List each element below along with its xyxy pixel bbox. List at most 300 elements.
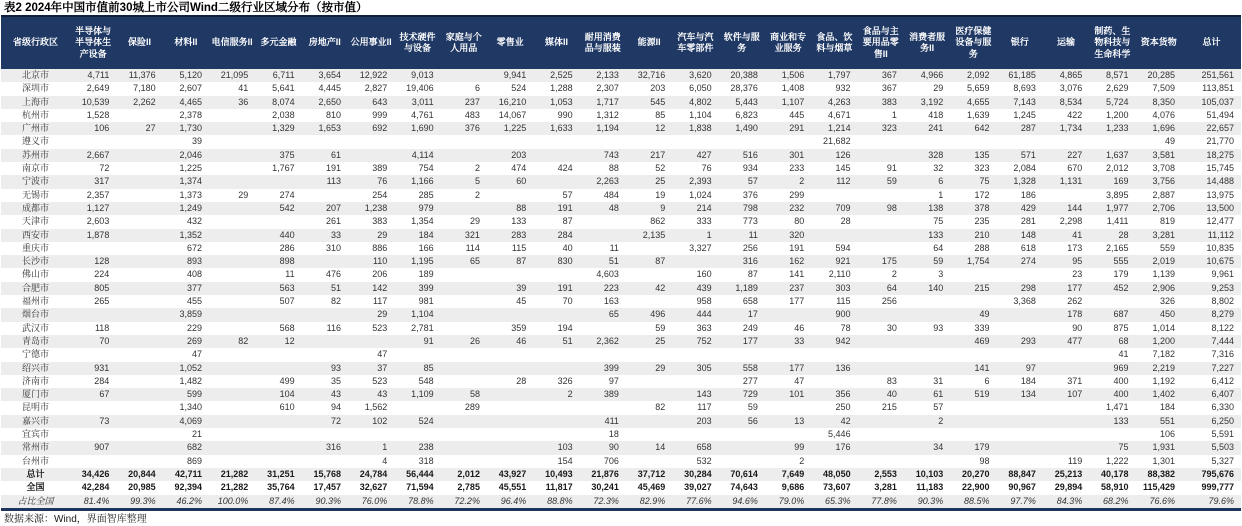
value-cell: 256: [881, 296, 897, 307]
value-cell: 932: [835, 83, 851, 94]
value-cell: 1,482: [179, 375, 202, 386]
value-cell: [441, 348, 487, 361]
value-cell: 1,024: [689, 189, 712, 200]
column-header: 材料II: [163, 16, 209, 69]
column-header: 医疗保健设备与服务: [950, 16, 996, 69]
value-cell: 1,225: [179, 163, 202, 174]
value-cell: 1,301: [1152, 455, 1175, 466]
value-cell: 4,114: [411, 149, 434, 160]
table-row: [1, 69, 1241, 82]
value-cell: [904, 335, 950, 348]
value-cell: [209, 215, 255, 228]
value-cell: 82: [655, 402, 666, 413]
value-cell: 6,412: [1211, 375, 1234, 386]
value-cell: 217: [650, 149, 666, 160]
value-cell: 10,103: [915, 468, 944, 479]
value-cell: 254: [372, 189, 388, 200]
value-cell: 3,011: [411, 96, 434, 107]
value-cell: 326: [1159, 296, 1175, 307]
value-cell: [209, 202, 255, 215]
value-cell: 1,214: [828, 123, 851, 134]
value-cell: [904, 135, 950, 148]
value-cell: 46.2%: [176, 495, 202, 506]
value-cell: [904, 362, 950, 375]
value-cell: 1,754: [967, 256, 990, 267]
column-header: 资本货物: [1136, 16, 1182, 69]
value-cell: 29: [377, 309, 388, 320]
row-label-cell: 佛山市: [21, 269, 49, 280]
value-cell: [719, 348, 765, 361]
value-cell: 4,445: [318, 83, 341, 94]
value-cell: 13,975: [1206, 189, 1234, 200]
value-cell: 299: [789, 189, 805, 200]
value-cell: 2: [567, 389, 573, 400]
column-header: 制药、生物科技与生命科学: [1089, 16, 1135, 69]
table-row: [1, 215, 1241, 228]
value-cell: 371: [1067, 375, 1083, 386]
value-cell: 11,817: [545, 482, 573, 493]
value-cell: 469: [974, 335, 990, 346]
row-label-cell: 占比全国: [17, 495, 54, 506]
table-row: [1, 82, 1241, 95]
value-cell: 1,562: [364, 402, 388, 413]
value-cell: [116, 295, 162, 308]
value-cell: [672, 135, 718, 148]
value-cell: 65.3%: [825, 495, 851, 506]
value-cell: [765, 401, 811, 414]
value-cell: [116, 348, 162, 361]
value-cell: [441, 375, 487, 388]
value-cell: [487, 308, 533, 321]
value-cell: 75: [979, 176, 990, 187]
value-cell: 1,730: [179, 123, 202, 134]
value-cell: 2,165: [1106, 242, 1129, 253]
value-cell: 40: [562, 242, 573, 253]
value-cell: [209, 455, 255, 468]
column-header: 耐用消费品与服装: [580, 16, 626, 69]
value-cell: 476: [325, 269, 341, 280]
value-cell: [672, 348, 718, 361]
row-label-cell: 天津市: [21, 216, 49, 227]
value-cell: 2,298: [1059, 216, 1083, 227]
value-cell: 21,876: [591, 468, 619, 479]
value-cell: 2: [891, 269, 897, 280]
value-cell: 19,406: [406, 83, 434, 94]
value-cell: 61: [330, 149, 341, 160]
value-cell: 559: [1159, 242, 1175, 253]
row-label-cell: 总计: [26, 468, 45, 479]
value-cell: 95: [1072, 256, 1083, 267]
value-cell: 107: [1067, 389, 1083, 400]
value-cell: 21: [191, 429, 202, 440]
value-cell: [302, 255, 348, 268]
value-cell: 706: [603, 455, 619, 466]
value-cell: 2,012: [457, 468, 480, 479]
value-cell: 8,802: [1211, 296, 1234, 307]
table-row: [1, 495, 1241, 510]
value-cell: 206: [372, 269, 388, 280]
value-cell: [116, 388, 162, 401]
value-cell: 184: [1020, 375, 1036, 386]
value-cell: 6: [938, 176, 944, 187]
value-cell: [811, 455, 857, 468]
value-cell: 28,376: [730, 83, 758, 94]
row-label-cell: 西安市: [21, 229, 49, 240]
value-cell: 203: [696, 415, 712, 426]
value-cell: 21,282: [220, 468, 249, 479]
value-cell: [533, 415, 579, 428]
value-cell: 51: [562, 335, 573, 346]
value-cell: 11: [748, 229, 758, 240]
value-cell: 3,620: [689, 70, 712, 80]
value-cell: 2,649: [86, 83, 110, 94]
value-cell: [441, 149, 487, 162]
value-cell: 4,711: [87, 70, 110, 80]
value-cell: 59: [655, 322, 666, 333]
value-cell: 94: [330, 402, 341, 413]
value-cell: 2,906: [1152, 282, 1175, 293]
value-cell: [302, 335, 348, 348]
table-row: [1, 268, 1241, 281]
value-cell: 76: [701, 163, 712, 174]
value-cell: [950, 428, 996, 441]
value-cell: 262: [1067, 296, 1083, 307]
value-cell: 990: [557, 109, 573, 120]
value-cell: 191: [557, 202, 573, 213]
value-cell: 134: [1020, 389, 1036, 400]
value-cell: 90.3%: [917, 495, 944, 506]
table-row: [1, 149, 1241, 162]
value-cell: 399: [418, 282, 434, 293]
value-cell: [626, 242, 672, 255]
value-cell: 1,734: [1059, 123, 1083, 134]
value-cell: 383: [881, 96, 897, 107]
value-cell: 1,189: [735, 282, 758, 293]
value-cell: 2,603: [86, 216, 110, 227]
value-cell: [1043, 362, 1089, 375]
value-cell: 6,050: [689, 83, 712, 94]
value-cell: 2,706: [1152, 202, 1175, 213]
value-cell: 291: [789, 123, 805, 134]
value-cell: 5,659: [967, 83, 990, 94]
value-cell: 237: [789, 282, 805, 293]
value-cell: 743: [603, 149, 619, 160]
value-cell: 42,711: [174, 468, 202, 479]
value-cell: 56,444: [406, 468, 434, 479]
value-cell: 2,781: [411, 322, 434, 333]
column-header: 消费者服务II: [904, 16, 950, 69]
column-header: 汽车与汽车零部件: [672, 16, 718, 69]
value-cell: 934: [742, 163, 758, 174]
row-label-cell: 绍兴市: [21, 362, 49, 373]
column-header: 商业和专业服务: [765, 16, 811, 69]
value-cell: 76.6%: [1149, 495, 1175, 506]
value-cell: 41: [1118, 349, 1129, 360]
value-cell: 133: [1113, 415, 1129, 426]
value-cell: 1,053: [550, 96, 573, 107]
value-cell: 106: [1159, 429, 1175, 440]
value-cell: [487, 189, 533, 202]
value-cell: 12,922: [359, 70, 388, 80]
value-cell: 15,745: [1206, 163, 1234, 174]
value-cell: 102: [372, 415, 388, 426]
value-cell: [626, 388, 672, 401]
value-cell: [116, 428, 162, 441]
value-cell: 3,895: [1106, 189, 1129, 200]
value-cell: 2,307: [596, 83, 619, 94]
value-cell: [394, 135, 440, 148]
value-cell: [209, 428, 255, 441]
value-cell: 1,767: [272, 163, 295, 174]
value-cell: 548: [418, 375, 434, 386]
value-cell: [997, 428, 1043, 441]
value-cell: [533, 175, 579, 188]
value-cell: [209, 255, 255, 268]
value-cell: [858, 229, 904, 242]
value-cell: 558: [742, 362, 758, 373]
value-cell: 36: [238, 96, 249, 107]
value-cell: 57: [933, 402, 944, 413]
column-header: 食品与主要用品零售II: [858, 16, 904, 69]
value-cell: [1043, 441, 1089, 454]
value-cell: 116: [326, 322, 341, 333]
value-cell: 75: [933, 216, 944, 227]
value-cell: 72: [330, 415, 341, 426]
value-cell: 1,107: [781, 96, 805, 107]
table-body: [1, 69, 1241, 509]
value-cell: 2,667: [86, 149, 110, 160]
value-cell: 94.6%: [732, 495, 758, 506]
value-cell: 97: [608, 375, 619, 386]
value-cell: 3,581: [1152, 149, 1175, 160]
value-cell: 42: [840, 415, 851, 426]
table-row: [1, 295, 1241, 308]
value-cell: [1043, 428, 1089, 441]
value-cell: 1,471: [1106, 402, 1129, 413]
value-cell: 7,182: [1152, 349, 1175, 360]
column-header: 多元金融: [255, 16, 301, 69]
value-cell: [626, 268, 672, 281]
value-cell: 2,357: [86, 189, 110, 200]
value-cell: 68.2%: [1103, 495, 1129, 506]
table-row: [1, 162, 1241, 175]
value-cell: 2: [938, 415, 944, 426]
value-cell: 142: [372, 282, 388, 293]
value-cell: 555: [1113, 256, 1129, 267]
value-cell: 274: [1020, 256, 1036, 267]
value-cell: 145: [835, 163, 851, 174]
value-cell: 287: [1020, 123, 1036, 134]
column-header: 公用事业II: [348, 16, 394, 69]
value-cell: 74,643: [730, 482, 758, 493]
value-cell: 85: [423, 362, 434, 373]
value-cell: [487, 455, 533, 468]
value-cell: 179: [974, 442, 990, 453]
row-label-cell: 青岛市: [21, 335, 49, 346]
table-row: [1, 308, 1241, 321]
value-cell: 356: [835, 389, 851, 400]
value-cell: 76: [377, 176, 388, 187]
value-cell: 78: [840, 322, 851, 333]
value-cell: 571: [1020, 149, 1036, 160]
value-cell: 286: [279, 242, 295, 253]
value-cell: 8,074: [272, 96, 295, 107]
value-cell: [209, 295, 255, 308]
value-cell: 1,411: [1106, 216, 1129, 227]
value-cell: 28: [840, 216, 851, 227]
value-cell: 172: [974, 189, 990, 200]
value-cell: 3: [938, 269, 944, 280]
value-cell: 117: [372, 296, 388, 307]
value-cell: 68: [1118, 335, 1129, 346]
value-cell: 1: [706, 229, 712, 240]
value-cell: 224: [94, 269, 110, 280]
value-cell: 143: [696, 389, 712, 400]
value-cell: 1,690: [411, 123, 434, 134]
row-label-cell: 台州市: [21, 455, 49, 466]
value-cell: [533, 308, 579, 321]
value-cell: 3,192: [920, 96, 944, 107]
value-cell: 4,671: [828, 109, 851, 120]
table-row: [1, 335, 1241, 348]
value-cell: 444: [696, 309, 712, 320]
value-cell: 72: [99, 163, 110, 174]
value-cell: [626, 375, 672, 388]
table-row: [1, 481, 1241, 494]
value-cell: 133: [928, 229, 944, 240]
value-cell: 2,393: [689, 176, 712, 187]
value-cell: [70, 135, 116, 148]
value-cell: 1: [891, 109, 897, 120]
row-label-cell: 深圳市: [21, 83, 49, 94]
value-cell: 484: [603, 189, 619, 200]
value-cell: [116, 149, 162, 162]
value-cell: 138: [928, 202, 944, 213]
value-cell: 90,967: [1008, 482, 1036, 493]
value-cell: [997, 415, 1043, 428]
value-cell: [904, 348, 950, 361]
value-cell: 519: [974, 389, 990, 400]
value-cell: 1,139: [1152, 269, 1175, 280]
value-cell: 57: [747, 176, 758, 187]
table-row: [1, 135, 1241, 148]
value-cell: [441, 362, 487, 375]
value-cell: [209, 441, 255, 454]
value-cell: [997, 348, 1043, 361]
value-cell: [441, 415, 487, 428]
value-cell: 29: [238, 189, 249, 200]
value-cell: 999,777: [1201, 482, 1234, 493]
value-cell: [858, 415, 904, 428]
value-cell: 367: [881, 70, 897, 80]
value-cell: 265: [94, 296, 110, 307]
value-cell: 17,457: [313, 482, 341, 493]
value-cell: 289: [464, 402, 480, 413]
value-cell: 22,657: [1206, 123, 1234, 134]
value-cell: 1,233: [1106, 123, 1129, 134]
value-cell: 477: [1067, 335, 1083, 346]
table-row: [1, 322, 1241, 335]
value-cell: 9,941: [503, 70, 527, 80]
value-cell: 1,225: [503, 123, 527, 134]
value-cell: 43,927: [498, 468, 527, 479]
value-cell: 3,756: [1152, 176, 1175, 187]
value-cell: 483: [464, 109, 480, 120]
value-cell: 4: [382, 455, 388, 466]
table-row: [1, 441, 1241, 454]
value-cell: [209, 162, 255, 175]
value-cell: 1,329: [272, 123, 295, 134]
value-cell: [580, 401, 626, 414]
value-cell: 709: [835, 202, 851, 213]
value-cell: 3,076: [1059, 83, 1083, 94]
value-cell: 28: [1118, 229, 1129, 240]
value-cell: [950, 415, 996, 428]
value-cell: 283: [511, 229, 527, 240]
value-cell: 11,376: [128, 70, 156, 80]
value-cell: [209, 135, 255, 148]
value-cell: 400: [1113, 375, 1129, 386]
value-cell: [116, 415, 162, 428]
value-cell: [950, 135, 996, 148]
value-cell: 117: [697, 402, 712, 413]
value-cell: 383: [372, 216, 388, 227]
value-cell: 3,859: [179, 309, 202, 320]
value-cell: 2,887: [1152, 189, 1175, 200]
value-cell: 39: [191, 136, 202, 147]
value-cell: 49: [1164, 136, 1175, 147]
value-cell: [70, 401, 116, 414]
column-header: 零售业: [487, 16, 533, 69]
value-cell: 1,222: [1106, 455, 1129, 466]
value-cell: 687: [1113, 309, 1129, 320]
value-cell: 39,027: [684, 482, 712, 493]
value-cell: 773: [742, 216, 758, 227]
row-label-cell: 济南市: [21, 375, 49, 386]
value-cell: 173: [1067, 242, 1083, 253]
value-cell: 166: [418, 242, 434, 253]
value-cell: 2,133: [596, 70, 619, 80]
value-cell: 77.8%: [871, 495, 897, 506]
value-cell: 1,653: [318, 123, 341, 134]
value-cell: 43: [377, 389, 388, 400]
value-cell: 7,143: [1013, 96, 1036, 107]
value-cell: [997, 401, 1043, 414]
row-label-cell: 南京市: [21, 163, 49, 174]
value-cell: 594: [835, 242, 851, 253]
value-cell: 523: [372, 322, 388, 333]
value-cell: 9: [660, 202, 666, 213]
value-cell: 418: [928, 109, 944, 120]
column-header: 保险II: [116, 16, 162, 69]
value-cell: 229: [186, 322, 202, 333]
value-cell: [811, 348, 857, 361]
value-cell: 1,192: [1152, 375, 1175, 386]
value-cell: 27: [145, 123, 156, 134]
value-cell: 81.4%: [83, 495, 110, 506]
value-cell: 203: [511, 149, 527, 160]
table-row: [1, 122, 1241, 135]
value-cell: [487, 135, 533, 148]
value-cell: 2,650: [318, 96, 341, 107]
value-cell: 140: [928, 282, 944, 293]
value-cell: 46: [794, 322, 805, 333]
value-cell: 1,245: [1013, 109, 1036, 120]
value-cell: 87: [655, 256, 666, 267]
value-cell: [116, 308, 162, 321]
value-cell: 72.3%: [593, 495, 619, 506]
value-cell: 115: [511, 242, 527, 253]
